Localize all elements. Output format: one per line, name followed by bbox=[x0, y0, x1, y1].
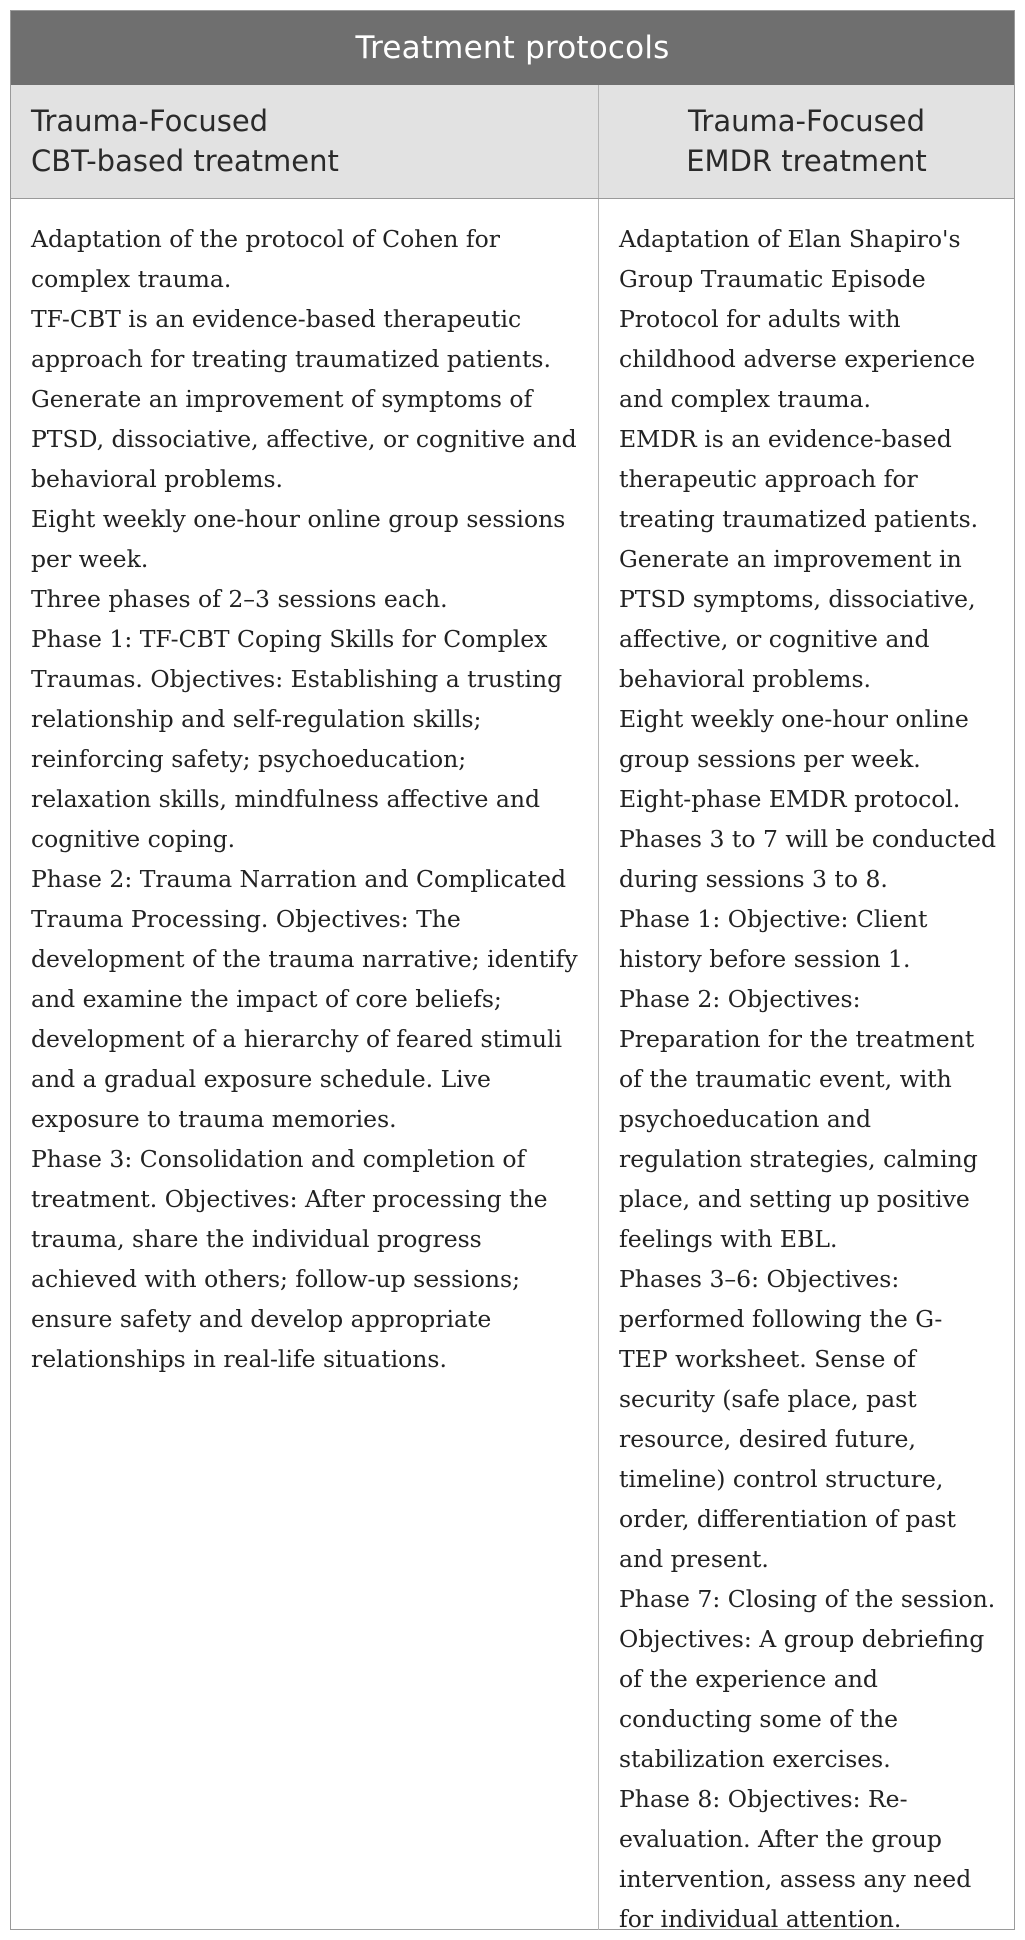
protocol-text-line: for individual attention. bbox=[619, 1905, 902, 1933]
protocol-text-line: TF-CBT is an evidence-based therapeutic bbox=[31, 305, 522, 333]
protocol-text-line: Phases 3–6: Objectives: bbox=[619, 1265, 900, 1293]
protocol-text-line: Three phases of 2–3 sessions each. bbox=[31, 585, 448, 613]
protocol-text-line: Eight weekly one-hour online bbox=[619, 705, 969, 733]
protocol-text-line: and complex trauma. bbox=[619, 385, 872, 413]
protocol-text-line: of the traumatic event, with bbox=[619, 1065, 952, 1093]
protocol-text-line: Protocol for adults with bbox=[619, 305, 901, 333]
protocol-text-line: and present. bbox=[619, 1545, 769, 1573]
protocol-text-line: Preparation for the treatment bbox=[619, 1025, 975, 1053]
protocol-text-line: Eight weekly one-hour online group sessions bbox=[31, 505, 566, 533]
protocol-text-line: treating traumatized patients. bbox=[619, 505, 979, 533]
emdr-protocol-cell bbox=[599, 199, 1014, 1933]
protocol-text-line: trauma, share the individual progress bbox=[31, 1225, 482, 1253]
treatment-protocols-table bbox=[10, 10, 1015, 1933]
protocol-text-line: Trauma Processing. Objectives: The bbox=[31, 905, 461, 933]
protocol-text-line: cognitive coping. bbox=[31, 825, 236, 853]
protocol-text-line: childhood adverse experience bbox=[619, 345, 976, 373]
protocol-text-line: Phase 8: Objectives: Re- bbox=[619, 1785, 908, 1813]
protocol-text-line: Group Traumatic Episode bbox=[619, 265, 926, 293]
protocol-text-line: PTSD, dissociative, affective, or cognitive and bbox=[31, 425, 577, 453]
protocol-text-line: relaxation skills, mindfulness affective and bbox=[31, 785, 541, 813]
column-header-row bbox=[11, 85, 1014, 199]
protocol-text-line: affective, or cognitive and bbox=[619, 625, 930, 653]
protocol-text-line: EMDR is an evidence-based bbox=[619, 425, 952, 453]
protocol-text-line: behavioral problems. bbox=[31, 465, 283, 493]
protocol-text-line: per week. bbox=[31, 545, 149, 573]
protocol-text-line: Phase 7: Closing of the session. bbox=[619, 1585, 996, 1613]
protocol-text-line: regulation strategies, calming bbox=[619, 1145, 978, 1173]
protocol-text-line: history before session 1. bbox=[619, 945, 911, 973]
protocol-text-line: Traumas. Objectives: Establishing a trusting bbox=[31, 665, 563, 693]
protocol-text-line: Phases 3 to 7 will be conducted bbox=[619, 825, 997, 853]
protocol-text-line: PTSD symptoms, dissociative, bbox=[619, 585, 976, 613]
protocol-text-line: Phase 2: Objectives: bbox=[619, 985, 861, 1013]
protocol-text-line: Generate an improvement in bbox=[619, 545, 962, 573]
protocol-text-line: and a gradual exposure schedule. Live bbox=[31, 1065, 491, 1093]
protocol-text-line: conducting some of the bbox=[619, 1705, 899, 1733]
table-title: Treatment protocols bbox=[11, 11, 1014, 85]
protocol-text-line: order, differentiation of past bbox=[619, 1505, 956, 1533]
protocol-text-line: ensure safety and develop appropriate bbox=[31, 1305, 492, 1333]
protocol-text-line: place, and setting up positive bbox=[619, 1185, 970, 1213]
protocol-text-line: development of the trauma narrative; identify bbox=[31, 945, 578, 973]
protocol-text-line: Adaptation of Elan Shapiro's bbox=[619, 225, 961, 253]
protocol-text-line: Phase 3: Consolidation and completion of bbox=[31, 1145, 526, 1173]
column-header-cbt: Trauma-Focused CBT-based treatment bbox=[11, 85, 599, 198]
protocol-text-line: behavioral problems. bbox=[619, 665, 871, 693]
protocol-text-line: timeline) control structure, bbox=[619, 1465, 944, 1493]
protocol-text-line: performed following the G- bbox=[619, 1305, 943, 1333]
protocol-text-line: stabilization exercises. bbox=[619, 1745, 891, 1773]
protocol-text-line: feelings with EBL. bbox=[619, 1225, 838, 1253]
protocol-text-line: group sessions per week. bbox=[619, 745, 921, 773]
column-header-emdr: Trauma-Focused EMDR treatment bbox=[686, 104, 927, 178]
protocol-text-line: of the experience and bbox=[619, 1665, 878, 1693]
protocol-text-line: complex trauma. bbox=[31, 265, 232, 293]
protocol-text-line: psychoeducation and bbox=[619, 1105, 871, 1133]
protocol-text-line: intervention, assess any need bbox=[619, 1865, 972, 1893]
protocol-text-line: Objectives: A group debriefing bbox=[619, 1625, 985, 1653]
protocol-text-line: relationship and self-regulation skills; bbox=[31, 705, 482, 733]
protocol-text-line: Adaptation of the protocol of Cohen for bbox=[31, 225, 500, 253]
protocol-text-line: Eight-phase EMDR protocol. bbox=[619, 785, 961, 813]
protocol-text-line: Generate an improvement of symptoms of bbox=[31, 385, 533, 413]
table-body-row bbox=[11, 199, 1014, 1933]
protocol-text-line: during sessions 3 to 8. bbox=[619, 865, 888, 893]
protocol-text-line: approach for treating traumatized patients. bbox=[31, 345, 551, 373]
protocol-text-line: evaluation. After the group bbox=[619, 1825, 942, 1853]
protocol-text-line: relationships in real-life situations. bbox=[31, 1345, 447, 1373]
protocol-text-line: Phase 1: TF-CBT Coping Skills for Complex bbox=[31, 625, 548, 653]
protocol-text-line: treatment. Objectives: After processing the bbox=[31, 1185, 548, 1213]
cbt-protocol-cell bbox=[11, 199, 599, 1930]
protocol-text-line: exposure to trauma memories. bbox=[31, 1105, 397, 1133]
protocol-text-line: security (safe place, past bbox=[619, 1385, 917, 1413]
protocol-text-line: reinforcing safety; psychoeducation; bbox=[31, 745, 467, 773]
protocol-text-line: resource, desired future, bbox=[619, 1425, 916, 1453]
protocol-text-line: Phase 1: Objective: Client bbox=[619, 905, 928, 933]
protocol-text-line: achieved with others; follow-up sessions; bbox=[31, 1265, 521, 1293]
protocol-text-line: development of a hierarchy of feared stimuli bbox=[31, 1025, 563, 1053]
protocol-text-line: and examine the impact of core beliefs; bbox=[31, 985, 502, 1013]
protocol-text-line: therapeutic approach for bbox=[619, 465, 918, 493]
protocol-text-line: TEP worksheet. Sense of bbox=[619, 1345, 916, 1373]
protocol-text-line: Phase 2: Trauma Narration and Complicated bbox=[31, 865, 567, 893]
